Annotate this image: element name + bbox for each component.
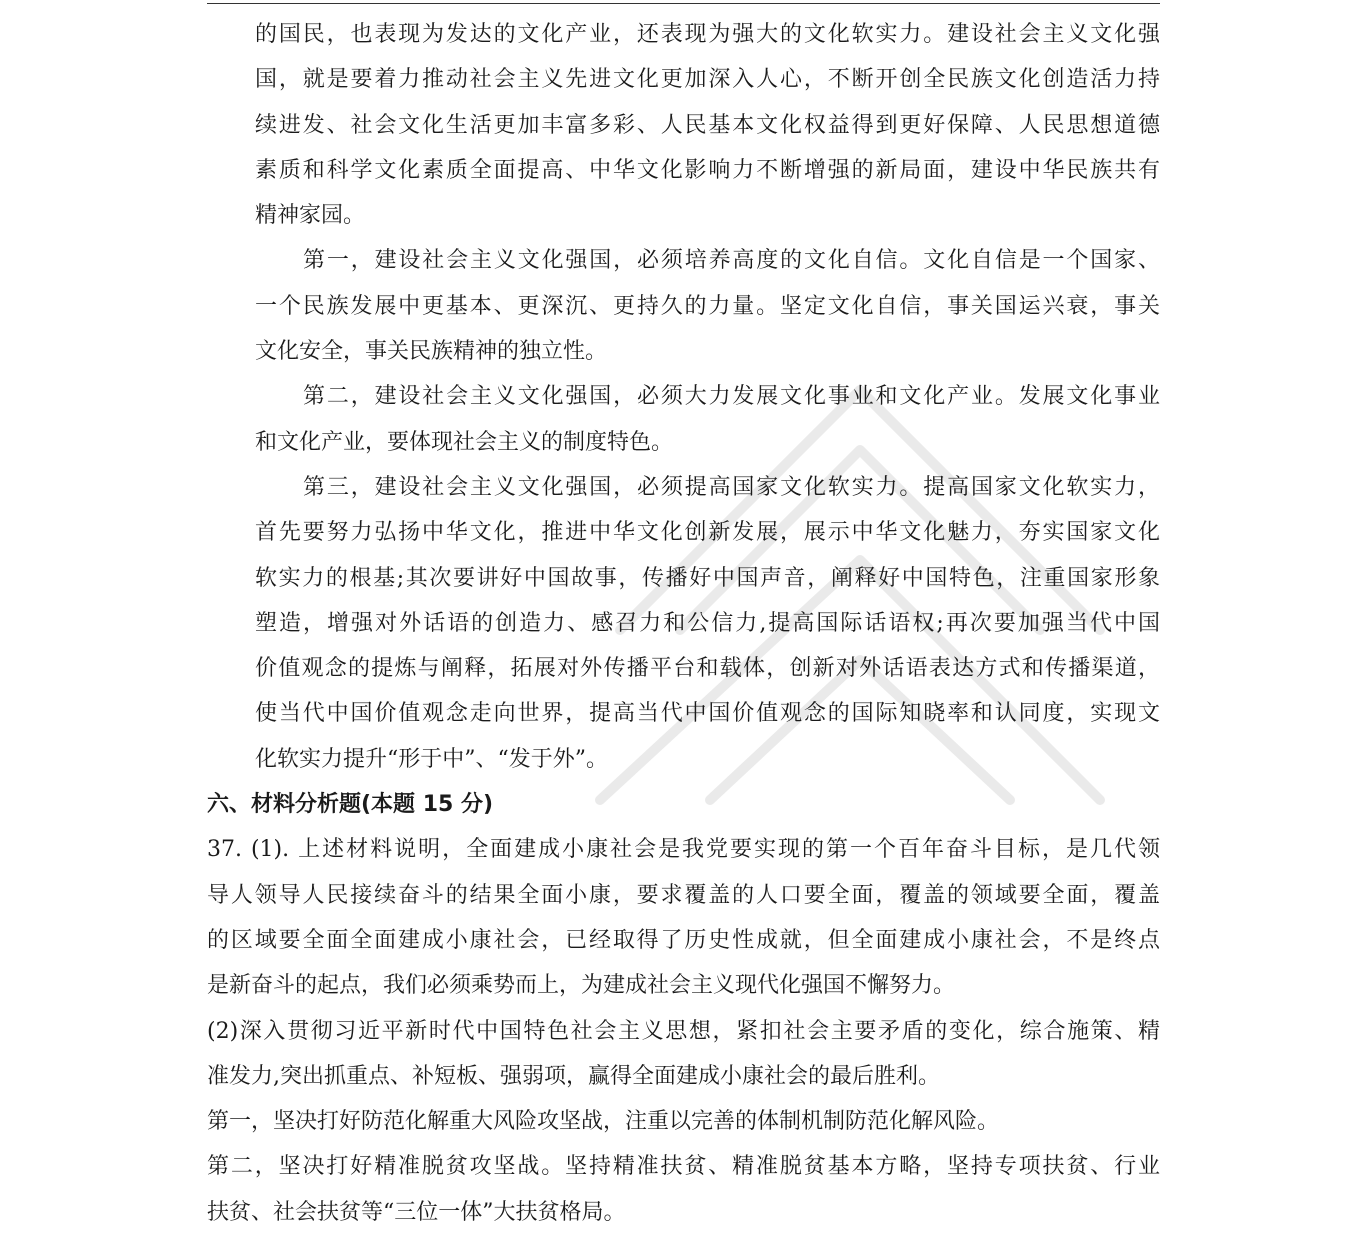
paragraph	[207, 1099, 1160, 1144]
text-line: 37. (1). 上述材料说明，全面建成小康社会是我党要实现的第一个百年奋斗目标，是几代领	[207, 837, 1160, 863]
text-line: 的区域要全面全面建成小康社会，已经取得了历史性成就，但全面建成小康社会，不是终点	[207, 927, 1160, 953]
text-line: 第二，建设社会主义文化强国，必须大力发展文化事业和文化产业。发展文化事业	[303, 384, 1160, 410]
paragraph	[207, 12, 1160, 238]
text-line: 第一，坚决打好防范化解重大风险攻坚战，注重以完善的体制机制防范化解风险。	[207, 1109, 1000, 1135]
text-line: 扶贫、社会扶贫等“三位一体”大扶贫格局。	[207, 1199, 626, 1225]
paragraph	[207, 827, 1160, 1008]
text-line: 国，就是要着力推动社会主义先进文化更加深入人心，不断开创全民族文化创造活力持	[255, 67, 1160, 93]
text-line: 是新奋斗的起点，我们必须乘势而上，为建成社会主义现代化强国不懈努力。	[207, 973, 956, 999]
paragraph	[207, 374, 1160, 465]
paragraph	[207, 1144, 1160, 1235]
text-line: 准发力,突出抓重点、补短板、强弱项，赢得全面建成小康社会的最后胜利。	[207, 1063, 940, 1089]
text-line: 六、材料分析题(本题 15 分)	[207, 792, 494, 818]
text-line: 首先要努力弘扬中华文化，推进中华文化创新发展，展示中华文化魅力，夯实国家文化	[255, 520, 1160, 546]
text-line: 价值观念的提炼与阐释，拓展对外传播平台和载体，创新对外话语表达方式和传播渠道，	[255, 656, 1160, 682]
text-line: (2)深入贯彻习近平新时代中国特色社会主义思想，紧扣社会主要矛盾的变化，综合施策、精	[207, 1018, 1160, 1044]
text-line: 素质和科学文化素质全面提高、中华文化影响力不断增强的新局面，建设中华民族共有	[255, 157, 1160, 183]
header-rule	[207, 3, 1160, 4]
text-line: 第三，建设社会主义文化强国，必须提高国家文化软实力。提高国家文化软实力，	[303, 474, 1160, 500]
text-line: 化软实力提升“形于中”、“发于外”。	[255, 746, 608, 772]
text-line: 塑造，增强对外话语的创造力、感召力和公信力,提高国际话语权;再次要加强当代中国	[255, 610, 1160, 636]
text-line: 一个民族发展中更基本、更深沉、更持久的力量。坚定文化自信，事关国运兴衰，事关	[255, 293, 1160, 319]
section-heading	[207, 782, 1160, 827]
text-line: 和文化产业，要体现社会主义的制度特色。	[255, 429, 674, 455]
paragraph	[207, 465, 1160, 782]
text-line: 第一，建设社会主义文化强国，必须培养高度的文化自信。文化自信是一个国家、	[303, 248, 1160, 274]
text-line: 的国民，也表现为发达的文化产业，还表现为强大的文化软实力。建设社会主义文化强	[255, 22, 1160, 47]
text-line: 使当代中国价值观念走向世界，提高当代中国价值观念的国际知晓率和认同度，实现文	[255, 701, 1160, 727]
text-line: 导人领导人民接续奋斗的结果全面小康，要求覆盖的人口要全面，覆盖的领域要全面，覆盖	[207, 882, 1160, 908]
paragraph	[207, 1009, 1160, 1100]
text-line: 续进发、社会文化生活更加丰富多彩、人民基本文化权益得到更好保障、人民思想道德	[255, 112, 1160, 138]
text-line: 精神家园。	[255, 203, 366, 229]
text-line: 软实力的根基;其次要讲好中国故事，传播好中国声音，阐释好中国特色，注重国家形象	[255, 565, 1160, 591]
paragraph	[207, 238, 1160, 374]
document-body	[207, 12, 1160, 1235]
text-line: 第二，坚决打好精准脱贫攻坚战。坚持精准扶贫、精准脱贫基本方略，坚持专项扶贫、行业	[207, 1154, 1160, 1180]
text-line: 文化安全，事关民族精神的独立性。	[255, 339, 608, 365]
